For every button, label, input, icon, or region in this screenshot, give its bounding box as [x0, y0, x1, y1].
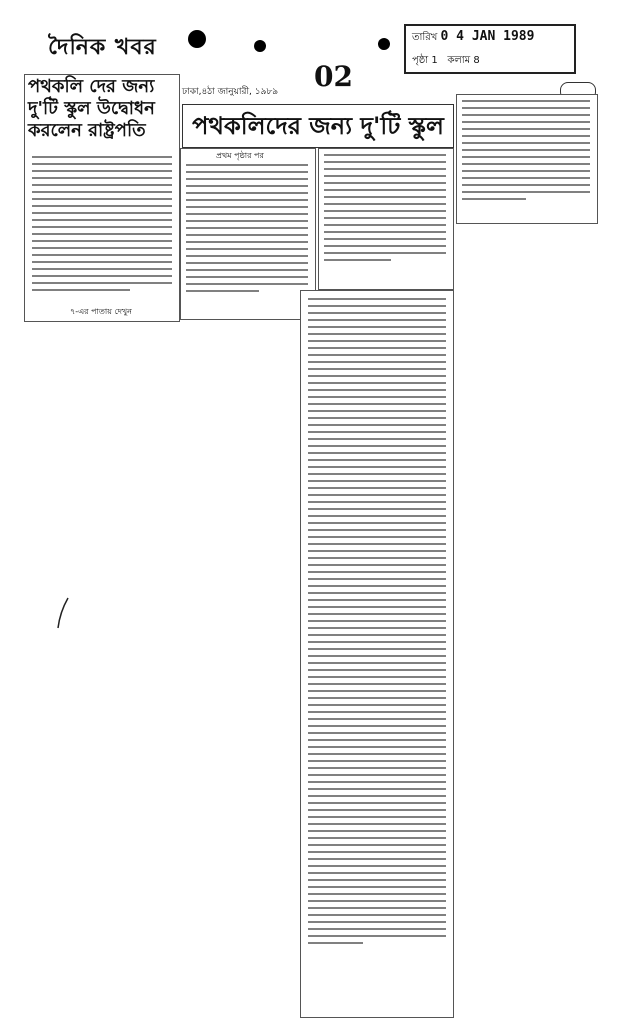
left-headline-line: দু'টি স্কুল উদ্বোধন: [28, 98, 155, 119]
middle-right-body-text: [324, 154, 446, 266]
newspaper-masthead: দৈনিক খবর: [48, 35, 157, 60]
pen-mark: [56, 596, 70, 630]
clipping-number: 02: [314, 60, 353, 93]
main-headline: পথকলিদের জন্য দু'টি স্কুল: [182, 104, 454, 148]
left-headline-line: পথকলি দের জন্য: [28, 76, 155, 97]
ink-blot: [378, 38, 390, 50]
stamp-date: 0 4 JAN 1989: [440, 29, 535, 44]
left-body-text: [32, 156, 172, 296]
stamp-column: 8: [473, 55, 480, 66]
continued-to: ৭-এর পাতায় দেখুন: [70, 307, 132, 316]
left-headline: [28, 76, 176, 150]
ink-blot: [188, 30, 206, 48]
stamp-page: 1: [431, 55, 438, 66]
right-body-text: [462, 100, 590, 205]
long-body-text: [308, 298, 446, 949]
middle-left-body-text: [186, 164, 308, 297]
left-headline-line: করলেন রাষ্ট্রপতি: [28, 120, 146, 141]
date-stamp: [404, 24, 576, 74]
stamp-page-label: পৃষ্ঠা: [412, 55, 429, 66]
continued-from: প্রথম পৃষ্ঠার পর: [216, 151, 264, 160]
stamp-column-label: কলাম: [447, 55, 471, 66]
dateline: ঢাকা,৪ঠা জানুয়ারী, ১৯৮৯: [182, 87, 279, 97]
stamp-date-label: তারিখ: [412, 32, 438, 43]
ink-blot: [254, 40, 266, 52]
